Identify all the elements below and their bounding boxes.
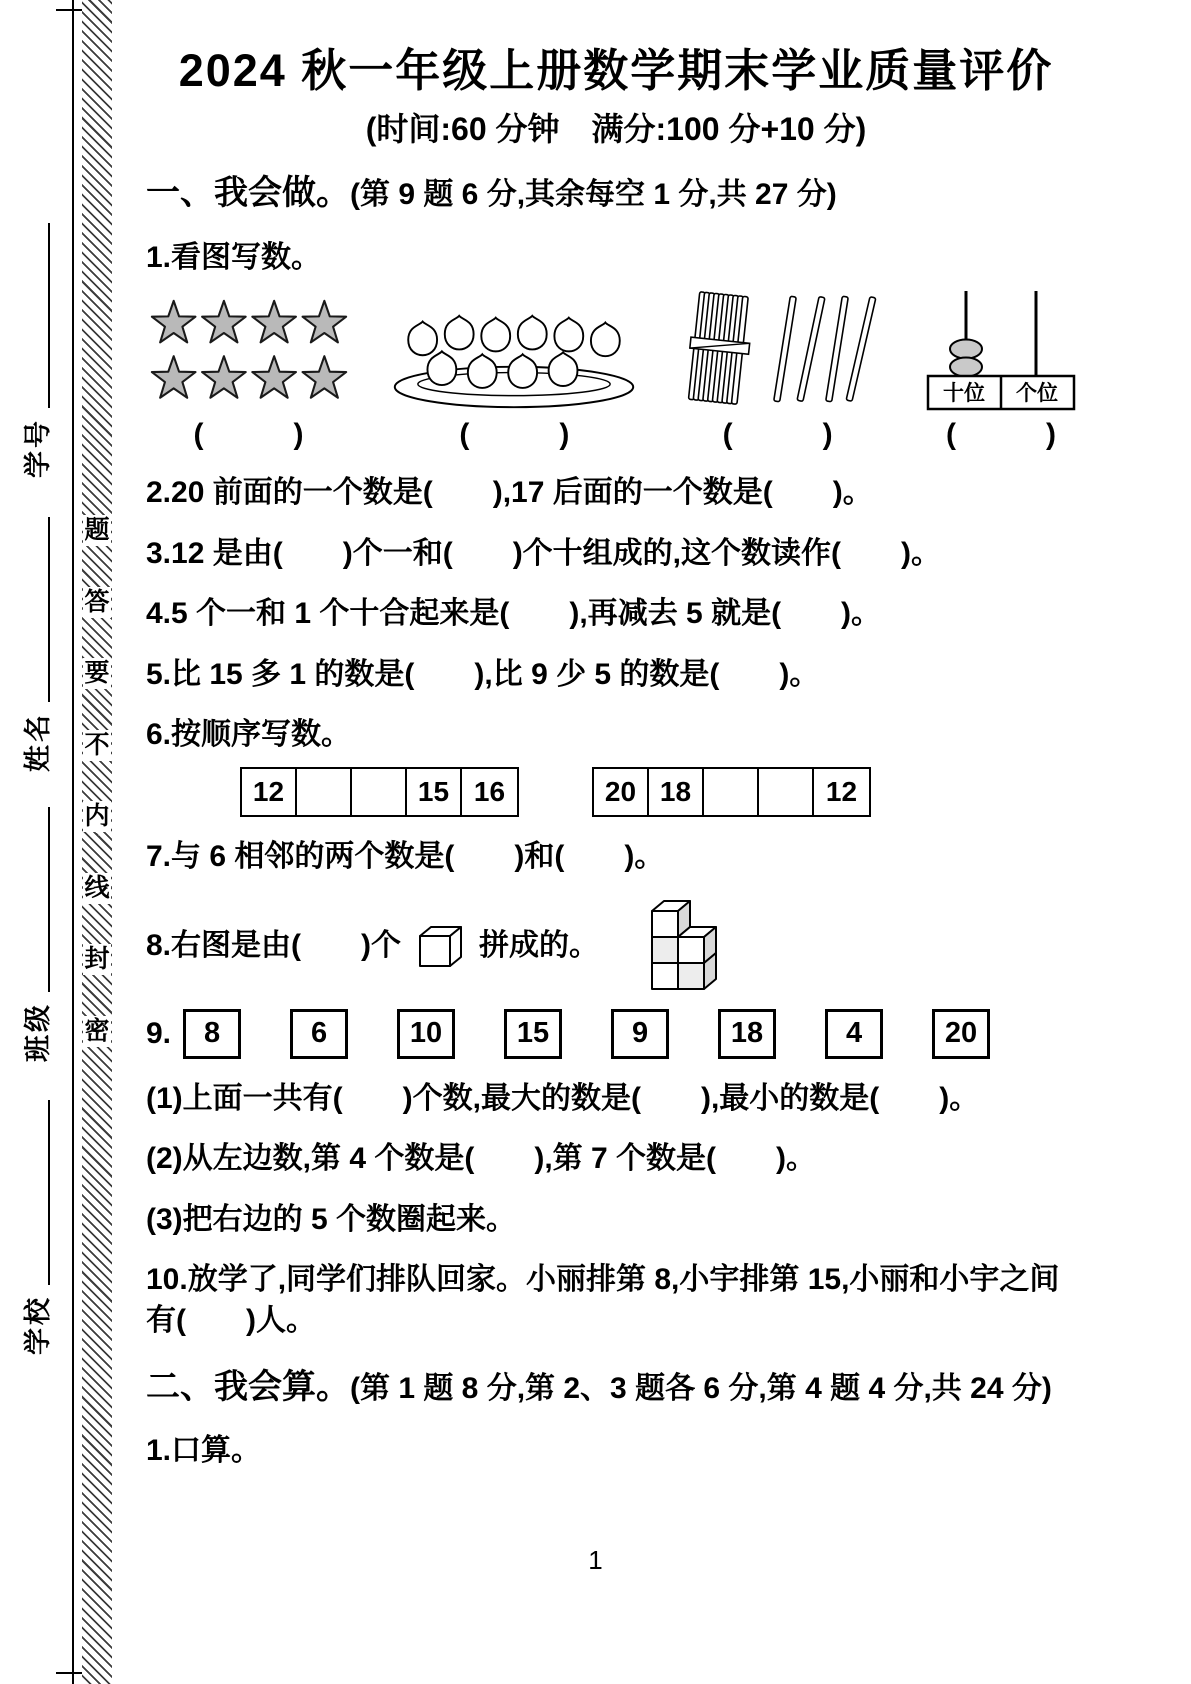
cube-assembly-image	[639, 897, 725, 995]
strip-cell	[297, 769, 352, 815]
question-9-1: (1)上面一共有( )个数,最大的数是( ),最小的数是( )。	[146, 1081, 980, 1115]
strip-cell: 15	[407, 769, 462, 815]
question-10: 10.放学了,同学们排队回家。小丽排第 8,小宇排第 15,小丽和小宇之间有( )人。	[146, 1262, 1060, 1338]
question-9-2: (2)从左边数,第 4 个数是( ),第 7 个数是( )。	[146, 1142, 817, 1176]
question-8-text-after: 拼成的。	[479, 929, 599, 963]
counting-frame-image	[916, 286, 1086, 411]
strip-cell: 16	[473, 776, 506, 808]
class-blank-line	[48, 807, 50, 992]
seal-line	[72, 0, 74, 1684]
question-4: 4.5 个一和 1 个十合起来是( ),再减去 5 就是( )。	[146, 597, 882, 631]
section-two-heading	[146, 1364, 1086, 1412]
strip-cell	[759, 769, 814, 815]
bead	[950, 340, 982, 359]
strip-cell: 20	[594, 769, 649, 815]
question-8	[146, 897, 1086, 995]
question-1-text: 1.看图写数。	[146, 240, 322, 274]
number-box: 4	[825, 1009, 883, 1059]
exam-content	[146, 44, 1086, 1472]
section-one-name: 一、我会做。	[146, 174, 350, 213]
number-box: 10	[397, 1009, 455, 1059]
question-9-numbers	[146, 1009, 1086, 1059]
tens-place-label: 十位	[942, 382, 985, 406]
counter-column	[916, 286, 1086, 453]
strip-cell: 18	[649, 769, 704, 815]
strip-cell: 12	[242, 769, 297, 815]
question-9-label: 9.	[146, 1016, 172, 1050]
section-one-heading	[146, 170, 1086, 218]
stars-column	[146, 293, 351, 453]
question-2: 2.20 前面的一个数是( ),17 后面的一个数是( )。	[146, 476, 873, 510]
section-one-note: (第 9 题 6 分,其余每空 1 分,共 27 分)	[350, 178, 837, 212]
number-box: 8	[183, 1009, 241, 1059]
section-two-question-1: 1.口算。	[146, 1434, 262, 1468]
question-6-text: 6.按顺序写数。	[146, 717, 352, 751]
school-blank-line	[48, 1100, 50, 1285]
question-5: 5.比 15 多 1 的数是( ),比 9 少 5 的数是( )。	[146, 657, 820, 691]
cube-icon	[415, 923, 465, 969]
answer-blank-peaches: ( )	[459, 418, 570, 452]
question-3: 3.12 是由( )个一和( )个十组成的,这个数读作( )。	[146, 536, 941, 570]
answer-blank-sticks: ( )	[722, 418, 833, 452]
section-two-name: 二、我会算。	[146, 1367, 350, 1406]
school-label: 学校	[23, 1295, 53, 1355]
number-strip-1	[240, 767, 519, 817]
answer-blank-counter: ( )	[945, 418, 1056, 452]
strip-cell	[704, 769, 759, 815]
name-label: 姓名	[23, 712, 53, 772]
seal-text: 密 封 线 内 不 要 答 题	[84, 516, 110, 1045]
section-two-note: (第 1 题 8 分,第 2、3 题各 6 分,第 4 题 4 分,共 24 分)	[350, 1371, 1052, 1405]
question-8-text-before: 8.右图是由( )个	[146, 929, 401, 963]
number-strip-2	[592, 767, 871, 817]
peaches-column	[389, 286, 639, 453]
strip-cell: 12	[825, 776, 858, 808]
ones-place-label: 个位	[1015, 382, 1058, 406]
seal-field-name	[24, 517, 54, 772]
question-9-3: (3)把右边的 5 个数圈起来。	[146, 1202, 517, 1236]
number-box: 18	[718, 1009, 776, 1059]
number-box: 15	[504, 1009, 562, 1059]
sticks-image	[678, 286, 878, 411]
stars-image	[146, 293, 351, 411]
student-id-label: 学号	[23, 418, 53, 478]
question-7: 7.与 6 相邻的两个数是( )和( )。	[146, 840, 665, 874]
question-1-pictures	[146, 286, 1086, 453]
student-id-blank-line	[48, 223, 50, 408]
bead	[950, 358, 982, 377]
number-box: 20	[932, 1009, 990, 1059]
seal-field-school	[24, 1100, 54, 1355]
number-box: 9	[611, 1009, 669, 1059]
seal-field-student-id	[24, 223, 54, 478]
sticks-column	[678, 286, 878, 453]
peaches-plate-image	[389, 286, 639, 411]
exam-info: (时间:60 分钟 满分:100 分+10 分)	[365, 111, 867, 147]
question-9-boxes	[183, 1009, 990, 1059]
strip-cell	[352, 769, 407, 815]
question-6-strips	[240, 767, 1086, 817]
answer-blank-stars: ( )	[193, 418, 304, 452]
number-box: 6	[290, 1009, 348, 1059]
class-label: 班级	[23, 1002, 53, 1062]
page-title: 2024 秋一年级上册数学期末学业质量评价	[178, 45, 1054, 96]
name-blank-line	[48, 517, 50, 702]
page-number: 1	[588, 1545, 603, 1575]
seal-field-class	[24, 807, 54, 1062]
